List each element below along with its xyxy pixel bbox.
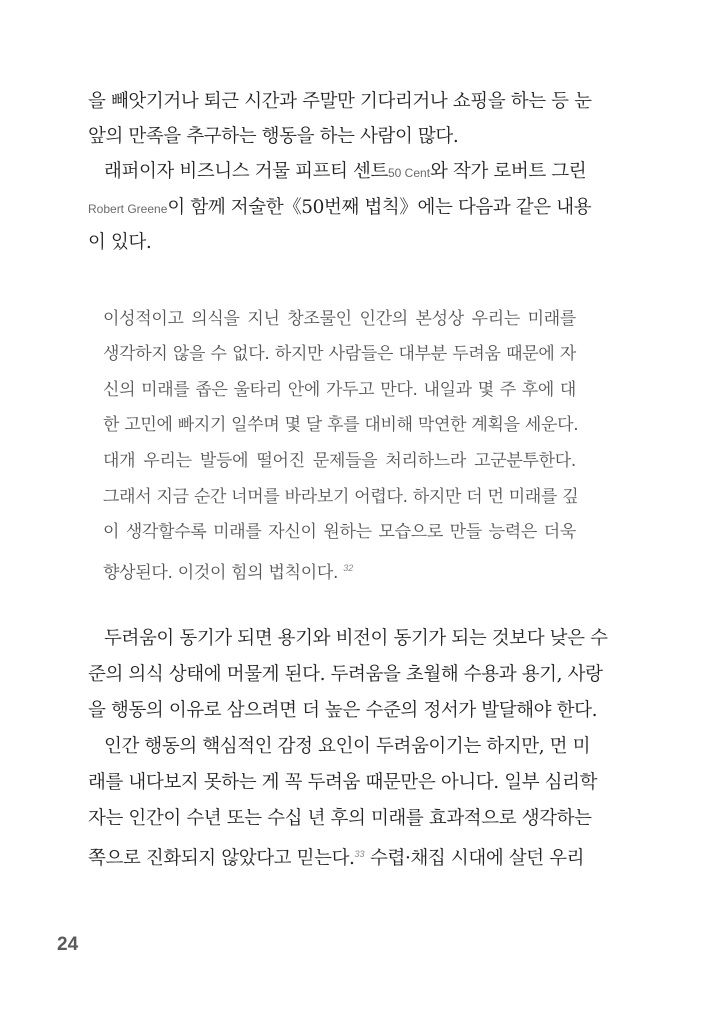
quote-line: 이성적이고 의식을 지닌 창조물인 인간의 본성상 우리는 미래를 xyxy=(103,309,576,329)
quote-line: 이 생각할수록 미래를 자신이 원하는 모습으로 만들 능력은 더욱 xyxy=(103,522,576,542)
paragraph-3-line-1: 두려움이 동기가 되면 용기와 비전이 동기가 되는 것보다 낮은 수 xyxy=(104,628,608,649)
paragraph-2-text: 래퍼이자 비즈니스 거물 피프티 센트 xyxy=(104,161,388,182)
paragraph-4-line-2: 래를 내다보지 못하는 게 꼭 두려움 때문만은 아니다. 일부 심리학 xyxy=(88,772,598,793)
quote-line: 신의 미래를 좁은 울타리 안에 가두고 만다. 내일과 몇 주 후에 대 xyxy=(103,380,576,400)
paragraph-4-text: 쪽으로 진화되지 않았다고 믿는다. xyxy=(88,848,355,869)
paragraph-2-line-1 xyxy=(104,160,587,185)
paragraph-4-text: 수렵·채집 시대에 살던 우리 xyxy=(364,848,585,869)
paragraph-2-text: 와 작가 로버트 그린 xyxy=(430,161,587,182)
quote-text: 향상된다. 이것이 힘의 법칙이다. xyxy=(103,563,339,583)
page-number: 24 xyxy=(57,934,79,955)
quote-line: 한 고민에 빠지기 일쑤며 몇 달 후를 대비해 막연한 계획을 세운다. xyxy=(103,415,579,435)
latin-name-50-cent: 50 Cent xyxy=(388,166,431,180)
paragraph-4-line-1: 인간 행동의 핵심적인 감정 요인이 두려움이기는 하지만, 먼 미 xyxy=(104,736,591,757)
paragraph-3-line-2: 준의 의식 상태에 머물게 된다. 두려움을 초월해 수용과 용기, 사랑 xyxy=(88,664,603,685)
paragraph-2-line-2 xyxy=(88,196,592,221)
quote-line: 대개 우리는 발등에 떨어진 문제들을 처리하느라 고군분투한다. xyxy=(103,451,576,471)
paragraph-4-line-4 xyxy=(88,842,585,871)
footnote-marker-33: 33 xyxy=(354,849,365,859)
paragraph-2-line-3: 이 있다. xyxy=(88,232,152,253)
paragraph-3-line-3: 을 행동의 이유로 삼으려면 더 높은 수준의 정서가 발달해야 한다. xyxy=(88,700,598,721)
quote-line: 생각하지 않을 수 없다. 하지만 사람들은 대부분 두려움 때문에 자 xyxy=(103,344,576,364)
latin-name-robert-greene: Robert Greene xyxy=(88,202,168,216)
quote-line: 그래서 지금 순간 너머를 바라보기 어렵다. 하지만 더 먼 미래를 깊 xyxy=(103,487,579,507)
paragraph-1-line-2: 앞의 만족을 추구하는 행동을 하는 사람이 많다. xyxy=(88,126,459,147)
paragraph-1-line-1: 을 빼앗기거나 퇴근 시간과 주말만 기다리거나 쇼핑을 하는 등 눈 xyxy=(88,91,592,112)
paragraph-2-text: 이 함께 저술한《50번째 법칙》에는 다음과 같은 내용 xyxy=(167,197,592,218)
paragraph-4-line-3: 자는 인간이 수년 또는 수십 년 후의 미래를 효과적으로 생각하는 xyxy=(88,808,592,829)
footnote-marker-32: 32 xyxy=(343,563,354,573)
quote-last-line xyxy=(103,556,576,585)
